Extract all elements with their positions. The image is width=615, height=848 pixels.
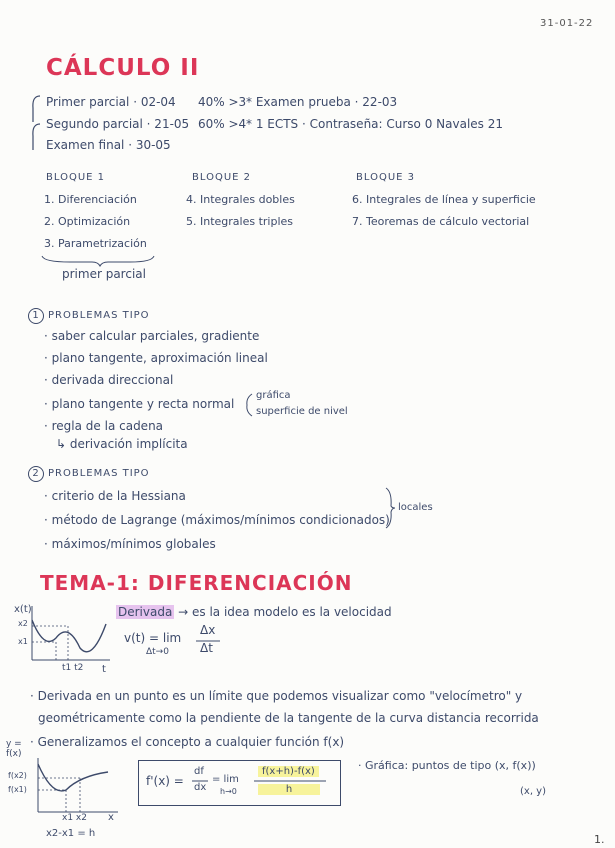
tema-heading: TEMA-1: DIFERENCIACIÓN bbox=[40, 571, 353, 595]
ects-password: * 1 ECTS · Contraseña: Curso 0 Navales 21 bbox=[246, 117, 503, 131]
page-number: 1. bbox=[594, 833, 605, 846]
graph1-x-label: t bbox=[102, 664, 106, 675]
graph2-y-label: y = f(x) bbox=[6, 739, 22, 759]
bloque-2-item: 5. Integrales triples bbox=[186, 215, 294, 228]
segundo-parcial-weight: 60% >4 bbox=[198, 117, 247, 131]
derivada-rest: → es la idea modelo es la velocidad bbox=[178, 605, 392, 619]
velocity-formula-sub: Δt→0 bbox=[146, 647, 169, 657]
problema-item: · plano tangente, aproximación lineal bbox=[44, 351, 268, 365]
problema-item: · derivada direccional bbox=[44, 373, 174, 387]
problema-item: · saber calcular parciales, gradiente bbox=[44, 329, 260, 343]
formula-lim: = lim bbox=[212, 774, 239, 785]
page-title: CÁLCULO II bbox=[46, 55, 200, 81]
formula-lhs: f'(x) = bbox=[146, 774, 184, 788]
fraction-bar bbox=[254, 780, 328, 782]
info-bracket bbox=[30, 94, 42, 154]
graph1-x-ticks: t1 t2 bbox=[62, 663, 84, 673]
bloque-1-title: BLOQUE 1 bbox=[46, 172, 105, 183]
problemas-tipo-1-heading bbox=[28, 308, 150, 324]
primer-parcial-weight: 40% >3 bbox=[198, 95, 247, 109]
problema-item: · regla de la cadena bbox=[44, 419, 164, 433]
graph2-y-tick: f(x1) bbox=[8, 785, 27, 794]
formula-dx: dx bbox=[194, 782, 207, 793]
problemas-tipo-2-heading bbox=[28, 466, 150, 482]
bloque-1-item: 1. Diferenciación bbox=[44, 193, 137, 206]
problemas-tipo-1-label: PROBLEMAS TIPO bbox=[48, 310, 150, 321]
bloque-3-title: BLOQUE 3 bbox=[356, 172, 415, 183]
graph1-y-tick: x1 bbox=[18, 637, 28, 646]
problema-item: · plano tangente y recta normal bbox=[44, 397, 235, 411]
examen-prueba: * Examen prueba · 22-03 bbox=[246, 95, 398, 109]
bloque-3-item: 7. Teoremas de cálculo vectorial bbox=[352, 215, 530, 228]
graph1-y-label: x(t) bbox=[14, 604, 32, 615]
date: 31-01-22 bbox=[540, 18, 594, 29]
brace-left bbox=[244, 392, 254, 418]
primer-parcial-label: primer parcial bbox=[62, 267, 146, 281]
velocity-formula-den: Δt bbox=[200, 641, 213, 655]
brace-locales: locales bbox=[398, 502, 433, 513]
problema-subitem: ↳ derivación implícita bbox=[56, 437, 188, 451]
velocity-formula bbox=[124, 632, 181, 645]
section-number-1: 1 bbox=[28, 308, 44, 324]
velocity-formula-num: Δx bbox=[200, 623, 216, 637]
brace-grafica: gráfica bbox=[256, 390, 291, 401]
formula-sub: h→0 bbox=[220, 787, 237, 796]
examen-final-date: Examen final · 30-05 bbox=[46, 138, 171, 152]
graph2-y-tick: f(x2) bbox=[8, 771, 27, 780]
bloque-2-title: BLOQUE 2 bbox=[192, 172, 251, 183]
problemas-tipo-2-label: PROBLEMAS TIPO bbox=[48, 468, 150, 479]
grafica-note: · Gráfica: puntos de tipo (x, f(x)) bbox=[358, 759, 536, 772]
derivada-highlight: Derivada bbox=[118, 605, 173, 619]
brace-superficie: superficie de nivel bbox=[256, 406, 348, 417]
graph2-x-label: x bbox=[108, 812, 114, 823]
paragraph-line: geométricamente como la pendiente de la tangente de la curva distancia recorrida bbox=[38, 711, 539, 725]
graph2-bottom-label: x2-x1 = h bbox=[46, 828, 96, 839]
brace-right bbox=[384, 486, 396, 530]
graph1-y-tick: x2 bbox=[18, 619, 28, 628]
problema-item: · método de Lagrange (máximos/mínimos condicionados) bbox=[44, 513, 390, 527]
formula-den: h bbox=[258, 784, 320, 795]
bloque-1-item: 3. Parametrización bbox=[44, 237, 147, 250]
primer-parcial-brace bbox=[40, 254, 160, 268]
formula-num: f(x+h)-f(x) bbox=[258, 766, 319, 777]
section-number-2: 2 bbox=[28, 466, 44, 482]
problema-item: · criterio de la Hessiana bbox=[44, 489, 186, 503]
paragraph-line: · Generalizamos el concepto a cualquier función f(x) bbox=[30, 735, 345, 749]
graph2-x-ticks: x1 x2 bbox=[62, 813, 87, 823]
derivada-line bbox=[116, 606, 392, 619]
primer-parcial-date: Primer parcial · 02-04 bbox=[46, 95, 176, 109]
bloque-2-item: 4. Integrales dobles bbox=[186, 193, 295, 206]
segundo-parcial-date: Segundo parcial · 21-05 bbox=[46, 117, 190, 131]
problema-item: · máximos/mínimos globales bbox=[44, 537, 216, 551]
grafica-note-xy: (x, y) bbox=[520, 786, 546, 797]
bloque-3-item: 6. Integrales de línea y superficie bbox=[352, 193, 536, 206]
paragraph-line: · Derivada en un punto es un límite que podemos visualizar como "velocímetro" y bbox=[30, 689, 523, 703]
bloque-1-item: 2. Optimización bbox=[44, 215, 131, 228]
formula-df: df bbox=[194, 766, 204, 777]
velocity-formula-left: v(t) = lim bbox=[124, 631, 182, 645]
